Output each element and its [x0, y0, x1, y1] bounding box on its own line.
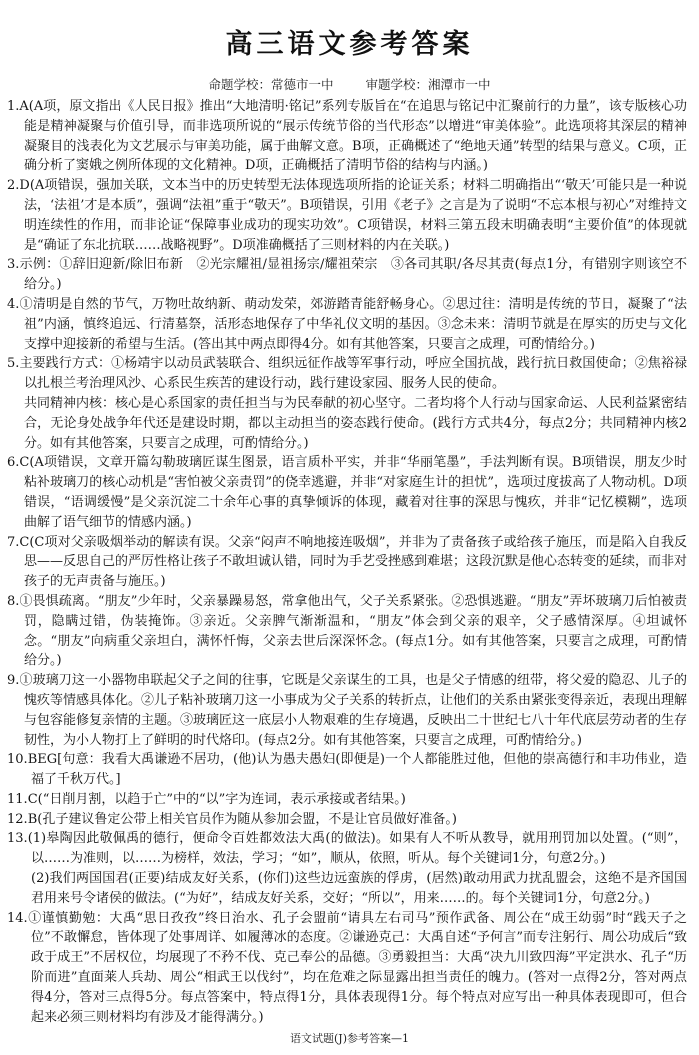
page-title: 高三语文参考答案: [225, 29, 474, 60]
answer-item-continued: 共同精神内核：核心是心系国家的责任担当与为民奉献的初心坚守。二者均将个人行动与国家命运、人民利益紧密结合，无论身处战争年代还是建设时期，都以主动担当的姿态践行使命。(践行方式共4分，每点2分；共同精神内核2分。如有其他答案，只要言之成理，可酌情给分。): [24, 395, 688, 451]
answer-item: 13.(1)皋陶因此敬佩禹的德行，便命令百姓都效法大禹(的做法)。如果有人不听从教导，就用刑罚加以处置。(“则”，以……为准则，以……为榜样，效法，学习；“如”，顺从，依照，听从。每个关键词1分，句意2分。): [7, 831, 687, 867]
answer-item: 4.①清明是自然的节气，万物吐故纳新、萌动发荣，郊游踏青能舒畅身心。②思过往：清明是传统的节日，凝聚了“法祖”内涵，慎终追远、行清墓祭，活形态地保存了中华礼仪文明的基因。③念未来：清明节就是在厚实的历史与文化支撑中迎接新的希望与生活。(答出其中两点即得4分。如有其他答案，只要言之成理，可酌情给分。): [7, 296, 687, 352]
answer-item: 2.D(A项错误，强加关联，文本当中的历史转型无法体现选项所指的论证关系；材料二明确指出“‘敬天’可能只是一种说法，‘法祖’才是本质”，强调“法祖”重于“敬天”。B项错误，引用《老子》之言是为了说明“不忘本根与初心”对维持文明连续性的作用，而非论证“保障事业成功的现实功效”。C项错误，材料三第五段末明确表明“主要价值”的体现就是“确证了东北抗联……战略视野”。D项准确概括了三则材料的内在关联。): [7, 178, 687, 253]
setter-school: 命题学校：常德市一中: [208, 77, 334, 92]
answer-item: 10.BEG[句意：我看大禹谦逊不居功，(他)认为愚夫愚妇(即便是)一个人都能胜过他，但他的崇高德行和丰功伟业，造福了千秋万代。]: [7, 752, 687, 788]
answer-item: 12.B(孔子建议鲁定公带上相关官员作为随从参加会盟，不是让官员做好准备。): [7, 811, 457, 827]
reviewer-school: 审题学校：湘潭市一中: [365, 77, 491, 92]
answer-item: 3.示例：①辞旧迎新/除旧布新 ②光宗耀祖/显祖扬宗/耀祖荣宗 ③各司其职/各尽其责(每点1分，有错别字则该空不给分。): [7, 257, 687, 293]
answer-item: 7.C(C项对父亲吸烟举动的解读有误。父亲“闷声不响地接连吸烟”，并非为了责备孩子或给孩子施压，而是陷入自我反思——反思自己的严厉性格让孩子不敢坦诚认错，同时为手艺受挫感到难堪；这段沉默是他心态转变的延续，而非对孩子的无声责备与施压。): [7, 534, 688, 590]
answer-item: 14.①谨慎勤勉：大禹“思日孜孜”终日治水、孔子会盟前“请具左右司马”预作武备、周公在“成王幼弱”时“践天子之位”不敢懈怠，皆体现了处事周详、如履薄冰的态度。②谦逊克己：大禹自述“予何言”而专注躬行、周公功成后“致政于成王”不居权位，均展现了不矜不伐、克己奉公的品德。③勇毅担当：大禹“决九川致四海”平定洪水、孔子“历阶而进”直面莱人兵劫、周公“相武王以伐纣”，均在危难之际显露出担当责任的魄力。(答对一点得2分，答对两点得4分，答对三点得5分。每点答案中，特点得1分，具体表现得1分。每个特点对应写出一种具体表现即可，但合起来必须三则材料均有涉及才能得满分。): [7, 910, 687, 1025]
answer-item-continued: (2)我们两国国君(正要)结成友好关系，(你们)这些边远蛮族的俘虏，(居然)敢动用武力扰乱盟会，这绝不是齐国国君用来号令诸侯的做法。(“为好”，结成友好关系，交好；“所以”，用来……的。每个关键词1分，句意2分。): [31, 871, 687, 906]
answer-item: 1.A(A项，原文指出《人民日报》推出“大地清明·铭记”系列专版旨在“在追思与铭记中汇聚前行的力量”，该专版核心功能是精神凝聚与价值引导，而非选项所说的“展示传统节俗的当代形态”以增进“审美体验”。此选项将其深层的精神凝聚目的浅表化为文艺展示与审美功能，属于曲解文意。B项，正确概述了“绝地天通”转型的结果与意义。C项，正确分析了窦娥之例所体现的文化精神。D项，正确概括了清明节俗的结构与内涵。): [7, 99, 687, 174]
page-footer: 语文试题(J)参考答案—1: [290, 1032, 409, 1045]
answer-list: [7, 97, 687, 1027]
answer-item: 5.主要践行方式：①杨靖宇以动员武装联合、组织远征作战等军事行动，呼应全国抗战，践行抗日救国使命；②焦裕禄以扎根兰考治理风沙、心系民生疾苦的建设行动，践行建设家园、服务人民的使命。: [7, 356, 687, 392]
answer-item: 6.C(A项错误，文章开篇勾勒玻璃匠谋生图景，语言质朴平实，并非“华丽笔墨”，手法判断有误。B项错误，朋友少时粘补玻璃刀的核心动机是“害怕被父亲责罚”的侥幸逃避，并非“对家庭生计的担忧”，选项过度拔高了人物动机。D项错误，“语调缓慢”是父亲沉淀二十余年心事的真挚倾诉的体现，藏着对往事的深思与愧疚，并非“记忆模糊”，选项曲解了语气细节的情感内涵。): [7, 455, 687, 530]
answer-item: 8.①畏惧疏离。“朋友”少年时，父亲暴躁易怒，常拿他出气，父子关系紧张。②恐惧逃避。“朋友”弄坏玻璃刀后怕被责罚，隐瞒过错，伪装掩饰。③亲近。父亲脾气渐渐温和，“朋友”体会到父亲的艰辛，父子感情深厚。④坦诚怀念。“朋友”向病重父亲坦白，满怀忏悔，父亲去世后深深怀念。(每点1分。如有其他答案，只要言之成理，可酌情给分。): [7, 593, 687, 669]
answer-item: 11.C(“日削月割，以趋于亡”中的“以”字为连词，表示承接或者结果。): [7, 791, 406, 807]
subtitle: [0, 75, 699, 93]
answer-item: 9.①玻璃刀这一小器物串联起父子之间的往事，它既是父亲谋生的工具，也是父子情感的纽带，将父爱的隐忍、儿子的愧疚等情感具体化。②儿子粘补玻璃刀这一小事成为父子关系的转折点，让他们的关系由紧张变得亲近，表现出理解与包容能修复亲情的主题。③玻璃匠这一底层小人物艰难的生存境遇，反映出二十世纪七八十年代底层劳动者的生存韧性，为小人物打上了鲜明的时代烙印。(每点2分。如有其他答案，只要言之成理，可酌情给分。): [7, 673, 688, 748]
